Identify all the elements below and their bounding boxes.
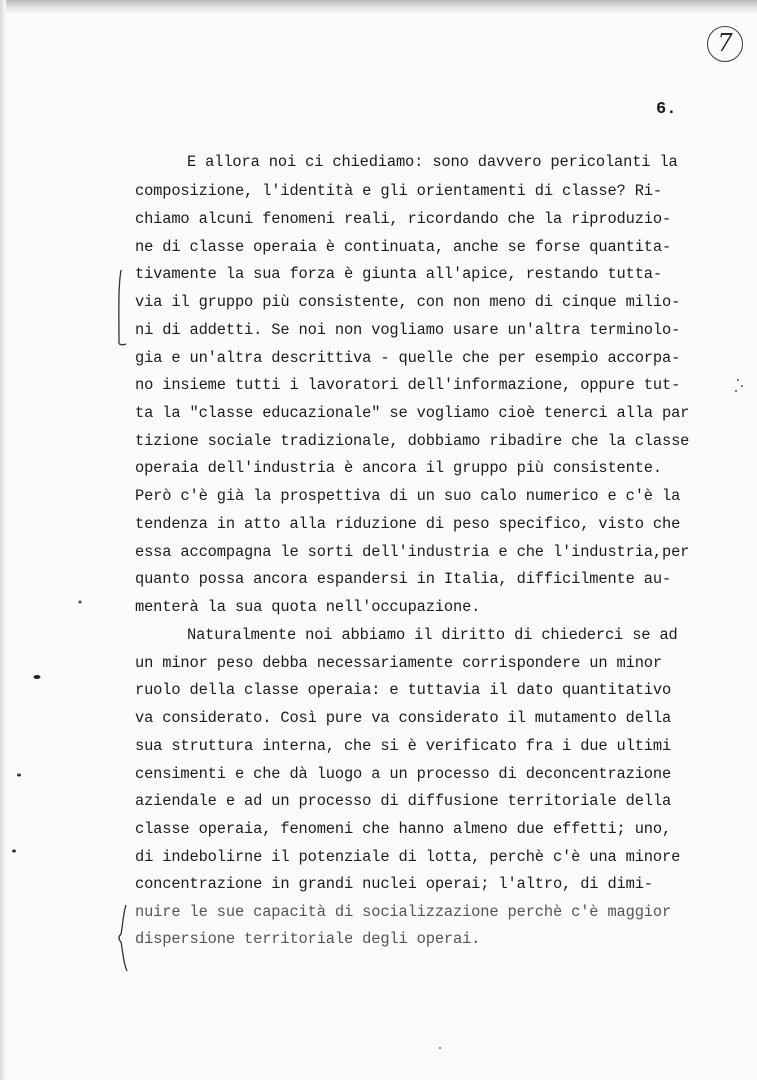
paragraph-1-line: tizione sociale tradizionale, dobbiamo ribadire che la classe: [135, 432, 690, 450]
paragraph-2-line: censimenti e che dà luogo a un processo di deconcentrazione: [135, 765, 672, 783]
paragraph-1-line: tendenza in atto alla riduzione di peso specifico, visto che: [135, 515, 681, 533]
paragraph-1-line: no insieme tutti i lavoratori dell'informazione, oppure tut-: [135, 376, 681, 394]
paragraph-1-line: quanto possa ancora espandersi in Italia, difficilmente au-: [135, 570, 672, 588]
paragraph-1-line: chiamo alcuni fenomeni reali, ricordando che la riproduzio-: [135, 210, 672, 228]
paragraph-1-line: gia e un'altra descrittiva - quelle che per esempio accorpa-: [135, 349, 681, 367]
typed-page-number: 6.: [656, 100, 677, 119]
paragraph-2-line: sua struttura interna, che si è verificato fra i due ultimi: [135, 737, 672, 755]
paragraph-2-line: un minor peso debba necessariamente corrispondere un minor: [135, 654, 662, 672]
paragraph-2-line: concentrazione in grandi nuclei operai; l'altro, di dimi-: [135, 875, 653, 893]
paragraph-1-line: E allora noi ci chiediamo: sono davvero pericolanti la: [187, 153, 678, 171]
paragraph-1-line: ne di classe operaia è continuata, anche se forse quantita-: [135, 238, 672, 256]
paragraph-1-line: Però c'è già la prospettiva di un suo calo numerico e c'è la: [135, 487, 681, 505]
scan-left-edge: [0, 0, 6, 1080]
paragraph-1-line: via il gruppo più consistente, con non meno di cinque milio-: [135, 293, 681, 311]
paragraph-1-line: menterà la sua quota nell'occupazione.: [135, 598, 481, 616]
paragraph-2-line: di indebolirne il potenziale di lotta, perchè c'è una minore: [135, 848, 681, 866]
paragraph-2-line: classe operaia, fenomeni che hanno almeno due effetti; uno,: [135, 820, 672, 838]
paragraph-2-line: Naturalmente noi abbiamo il diritto di chiederci se ad: [187, 626, 678, 644]
margin-bracket-mark-lower: [112, 902, 134, 974]
paragraph-2-line: aziendale e ad un processo di diffusione territoriale della: [135, 792, 672, 810]
paragraph-2-line: ruolo della classe operaia: e tuttavia il dato quantitativo: [135, 681, 672, 699]
paragraph-1-line: essa accompagna le sorti dell'industria e che l'industria,per: [135, 543, 690, 561]
paragraph-2-line: va considerato. Così pure va considerato il mutamento della: [135, 709, 672, 727]
paragraph-1-line: operaia dell'industria è ancora il gruppo più consistente.: [135, 459, 662, 477]
paragraph-1-line: tivamente la sua forza è giunta all'apice, restando tutta-: [135, 265, 662, 283]
paragraph-2-line: nuire le sue capacità di socializzazione perchè c'è maggior: [135, 903, 672, 921]
margin-bracket-mark-upper: [112, 268, 132, 348]
handwritten-circled-page-number: 7: [707, 26, 743, 62]
paragraph-2-line: dispersione territoriale degli operai.: [135, 930, 481, 948]
paragraph-1-line: composizione, l'identità e gli orientamenti di classe? Ri-: [135, 182, 662, 200]
scan-top-edge: [0, 0, 757, 14]
paragraph-1-line: ni di addetti. Se noi non vogliamo usare un'altra terminolo-: [135, 321, 681, 339]
paragraph-1-line: ta la "classe educazionale" se vogliamo cioè tenerci alla par: [135, 404, 690, 422]
